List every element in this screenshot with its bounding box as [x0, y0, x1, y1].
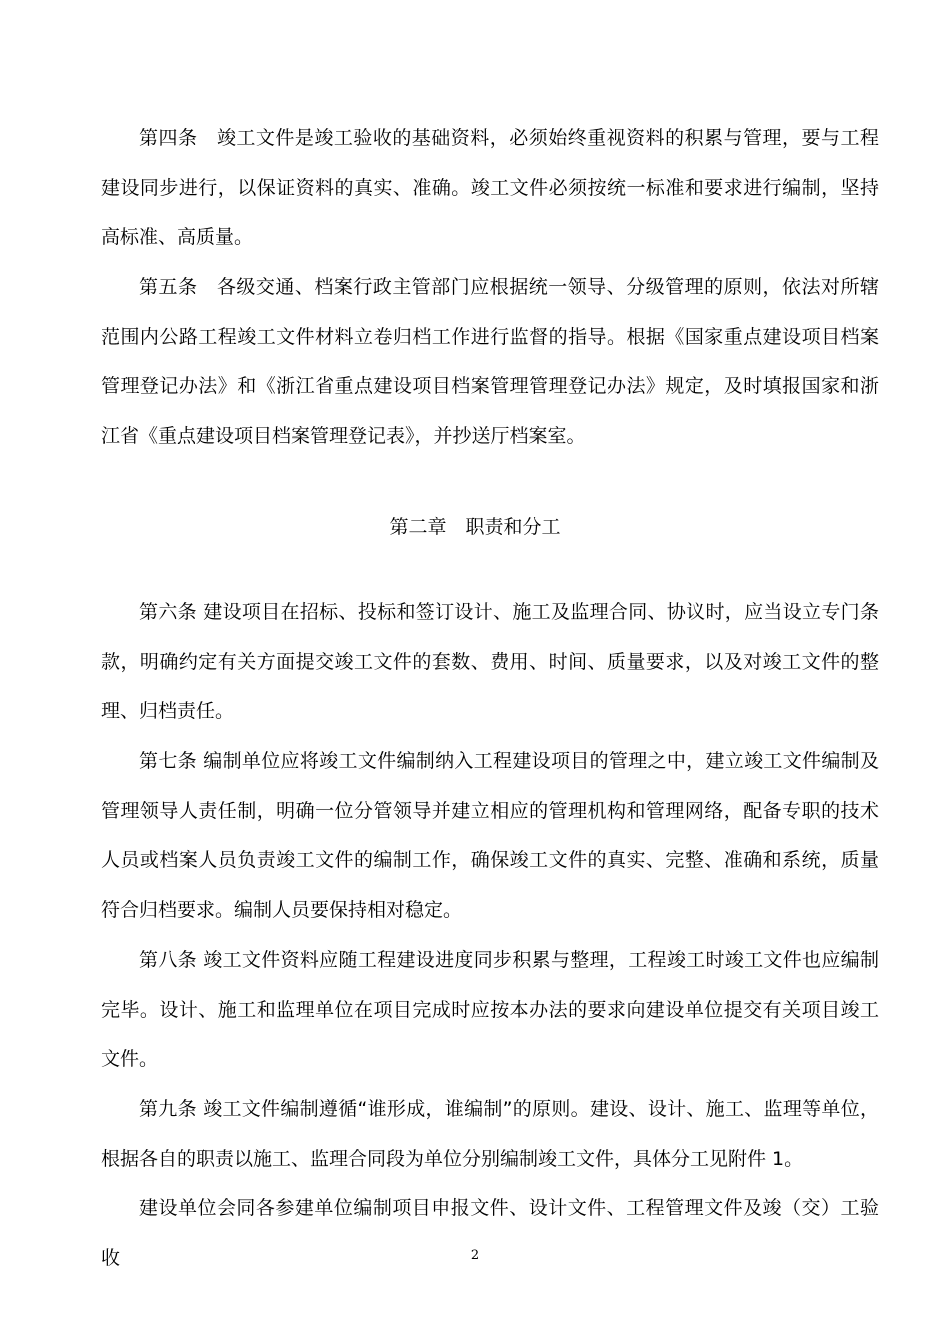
article-9-continuation: 建设单位会同各参建单位编制项目申报文件、设计文件、工程管理文件及竣（交）工验收 — [101, 1197, 879, 1269]
article-8: 第八条 竣工文件资料应随工程建设进度同步积累与整理，工程竣工时竣工文件也应编制完毕。设计、施工和监理单位在项目完成时应按本办法的要求向建设单位提交有关项目竣工文件。 — [101, 949, 879, 1070]
article-6: 第六条 建设项目在招标、投标和签订设计、施工及监理合同、协议时，应当设立专门条款，明确约定有关方面提交竣工文件的套数、费用、时间、质量要求，以及对竣工文件的整理、归档责任。 — [101, 601, 879, 722]
article-5: 第五条 各级交通、档案行政主管部门应根据统一领导、分级管理的原则，依法对所辖范围内公路工程竣工文件材料立卷归档工作进行监督的指导。根据《国家重点建设项目档案管理登记办法》和《浙江省重点建设项目档案管理管理登记办法》规定，及时填报国家和浙江省《重点建设项目档案管理登记表》，并抄送厅档案室。 — [101, 276, 879, 447]
article-7: 第七条 编制单位应将竣工文件编制纳入工程建设项目的管理之中，建立竣工文件编制及管理领导人责任制，明确一位分管领导并建立相应的管理机构和管理网络，配备专职的技术人员或档案人员负责竣工文件的编制工作，确保竣工文件的真实、完整、准确和系统，质量符合归档要求。编制人员要保持相对稳定。 — [101, 750, 879, 921]
chapter-title: 第二章 职责和分工 — [389, 516, 561, 538]
article-9: 第九条 竣工文件编制遵循“谁形成，谁编制”的原则。建设、设计、施工、监理等单位，根据各自的职责以施工、监理合同段为单位分别编制竣工文件，具体分工见附件 1。 — [101, 1098, 879, 1170]
page-number: 2 — [470, 1248, 480, 1263]
article-4: 第四条 竣工文件是竣工验收的基础资料，必须始终重视资料的积累与管理，要与工程建设同步进行，以保证资料的真实、准确。竣工文件必须按统一标准和要求进行编制，坚持高标准、高质量。 — [101, 127, 879, 248]
